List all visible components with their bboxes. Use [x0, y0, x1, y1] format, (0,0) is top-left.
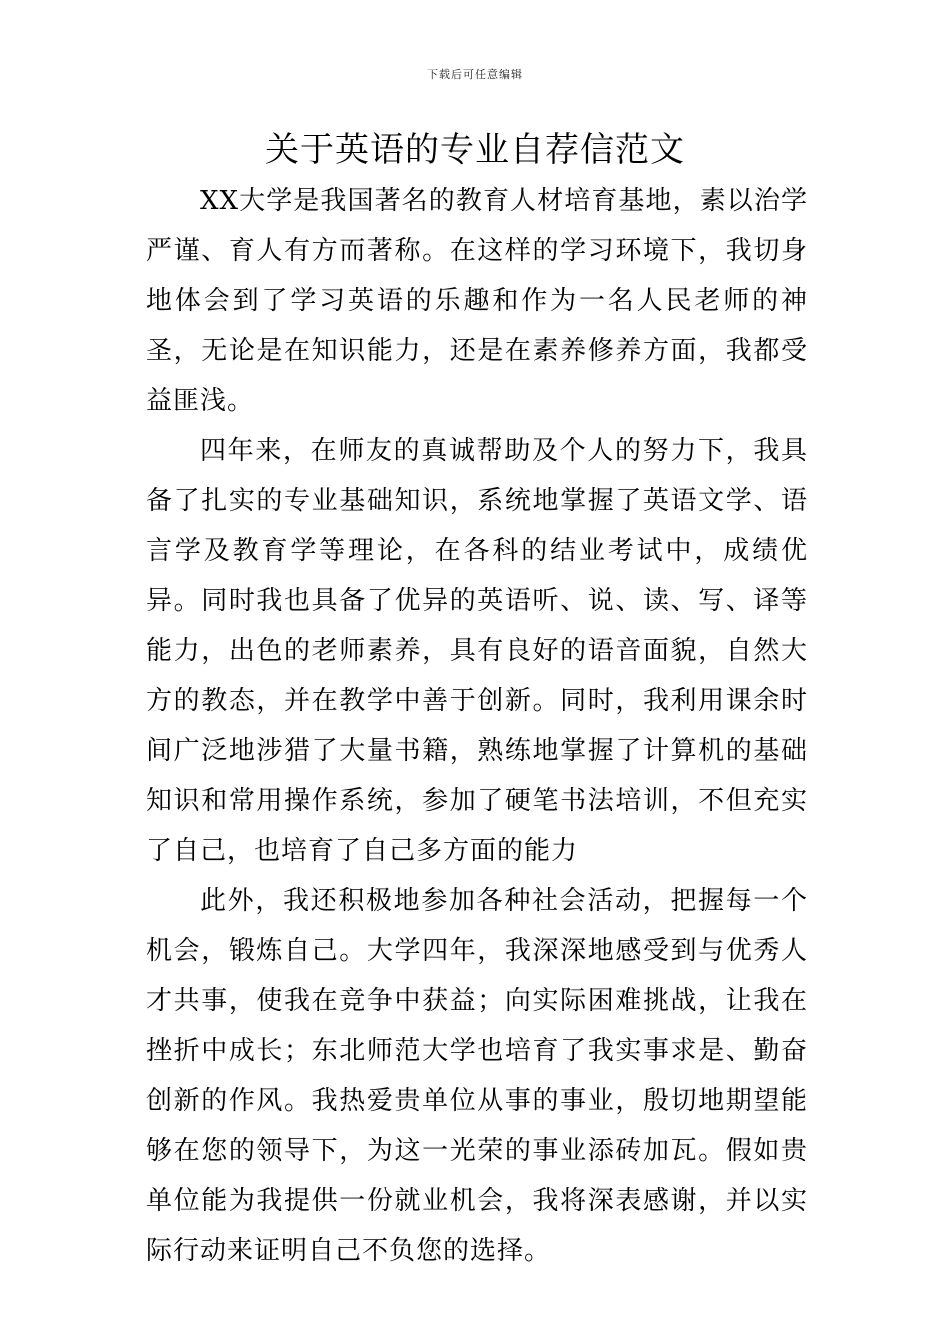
header-note: 下载后可任意编辑 [427, 68, 523, 81]
paragraph-1: XX大学是我国著名的教育人材培育基地，素以治学严谨、育人有方而著称。在这样的学习环境下，我切身地体会到了学习英语的乐趣和作为一名人民老师的神圣，无论是在知识能力，还是在素养修养方面，我都受益匪浅。 [146, 186, 808, 416]
document-title: 关于英语的专业自荐信范文 [265, 130, 685, 170]
letter-body [146, 176, 808, 1276]
paragraph-2: 四年来，在师友的真诚帮助及个人的努力下，我具备了扎实的专业基础知识，系统地掌握了英语文学、语言学及教育学等理论，在各科的结业考试中，成绩优异。同时我也具备了优异的英语听、说、读、写、译等能力，出色的老师素养，具有良好的语音面貌，自然大方的教态，并在教学中善于创新。同时，我利用课余时间广泛地涉猎了大量书籍，熟练地掌握了计算机的基础知识和常用操作系统，参加了硬笔书法培训，不但充实了自己，也培育了自己多方面的能力 [146, 436, 808, 866]
paragraph-3: 此外，我还积极地参加各种社会活动，把握每一个机会，锻炼自己。大学四年，我深深地感受到与优秀人才共事，使我在竞争中获益；向实际困难挑战，让我在挫折中成长；东北师范大学也培育了我实事求是、勤奋创新的作风。我热爱贵单位从事的事业，殷切地期望能够在您的领导下，为这一光荣的事业添砖加瓦。假如贵单位能为我提供一份就业机会，我将深表感谢，并以实际行动来证明自己不负您的选择。 [146, 886, 808, 1266]
